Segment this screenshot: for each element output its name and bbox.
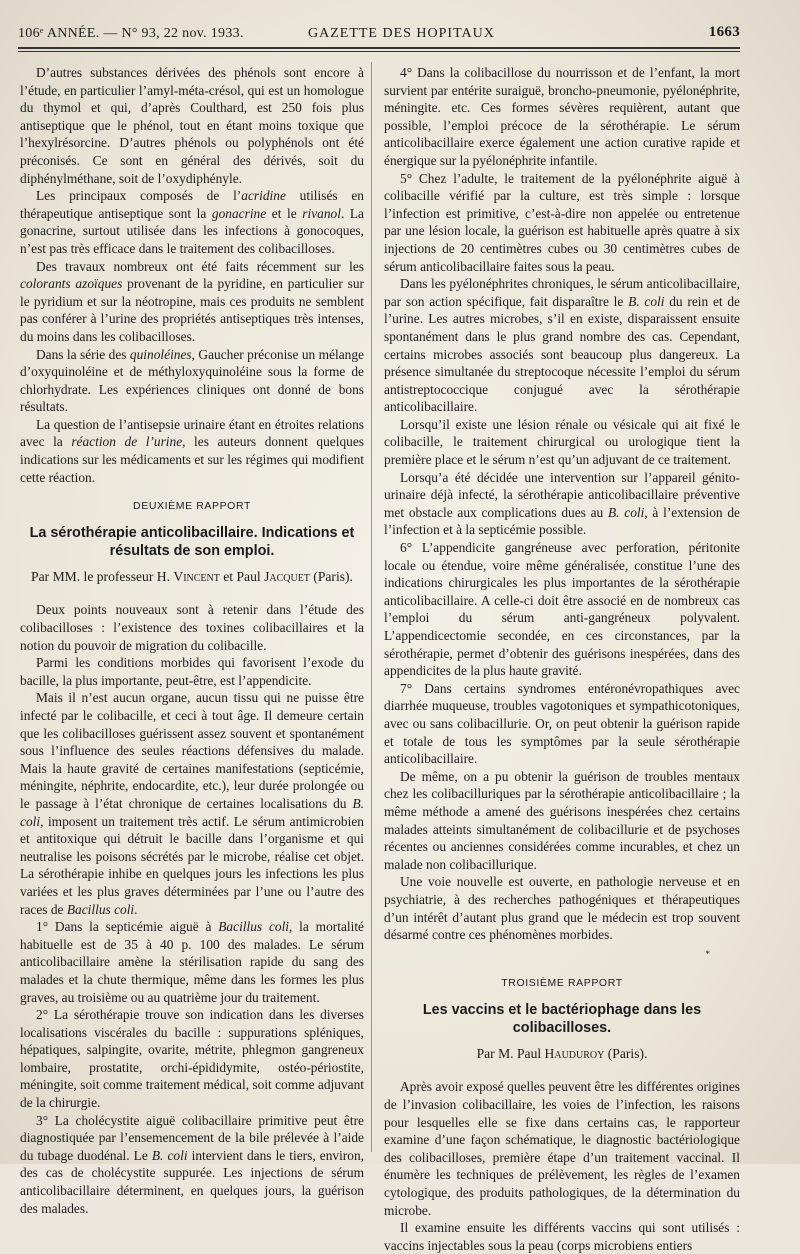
paragraph: Après avoir exposé quelles peuvent être les différentes origines de l’invasion colibacillaire, les voies de l’infection, les raisons pour lesquelles elle se fixe dans certains cas, le rapporteur examine d’une façon schématique, le diagnostic bactériologique des colibacilloses, première étape d’un traitement vaccinal. Il énumère les techniques de prélèvement, les règles de l’examen cytologique, des produits pathologiques, de la détermination du microbe. bbox=[384, 1079, 740, 1218]
header-rule-thin bbox=[18, 51, 740, 52]
report-authors: Par MM. le professeur H. Vincent et Paul Jacquet (Paris). bbox=[31, 568, 353, 584]
left-column bbox=[20, 64, 364, 1217]
paragraph: La question de l’antisepsie urinaire étant en étroites relations avec la réaction de l’urine, les auteurs donnent quelques indications sur les médicaments et sur les régimes qui modifient cette réaction. bbox=[20, 416, 364, 485]
paragraph: 4° Dans la colibacillose du nourrisson et de l’enfant, la mort survient par entérite suraiguë, broncho-pneumonie, pyélonéphrite, méningite. etc. Ces formes sévères requièrent, autant que possible, l’emploi précoce de la sérothérapie. Le sérum anticolibacillaire exerce également une action curative rapide et énergique sur la pyélonéphrite infantile. bbox=[384, 65, 740, 168]
page-number: 1663 bbox=[708, 24, 740, 40]
paragraph: Parmi les conditions morbides qui favorisent l’exode du bacille, la plus importante, peut-être, est l’appendicite. bbox=[20, 655, 364, 688]
paragraph: 1° Dans la septicémie aiguë à Bacillus coli, la mortalité habituelle est de 35 à 40 p. 100 des malades. Le sérum anticolibacillaire amène la stérilisation rapide du sang des malades et la chute thermique, même dans les formes les plus graves, au troisième ou au quatrième jour du traitement. bbox=[20, 919, 364, 1005]
report-label: DEUXIÈME RAPPORT bbox=[133, 500, 251, 513]
paragraph: Lorsqu’il existe une lésion rénale ou vésicale qui ait fixé le colibacille, le traitement chirurgical ou urologique tient la première place et le sérum n’est qu’un adjuvant de ce traitement. bbox=[384, 416, 740, 468]
paragraph: De même, on a pu obtenir la guérison de troubles mentaux chez les colibacilluriques par la sérothérapie anticolibacillaire ; la même méthode a amené des guérisons inespérées chez certains malades atteints simultanément de colibacillurie et de psychoses récentes ou anciennes considérées comme incurables, et chez un malade non colibacillurique. bbox=[384, 768, 740, 872]
paragraph: 7° Dans certains syndromes entéronévropathiques avec diarrhée muqueuse, troubles vagotoniques et sympathicotoniques, avec ou sans colibacillurie. Or, on peut obtenir la guérison rapide et totale de tous les symptômes par la seule sérothérapie anticolibacillaire. bbox=[384, 680, 740, 767]
header-rule-thick bbox=[18, 47, 740, 49]
column-divider bbox=[371, 62, 372, 1152]
right-column bbox=[384, 64, 740, 1254]
journal-title: GAZETTE DES HOPITAUX bbox=[308, 26, 495, 41]
paragraph: Lorsqu’a été décidée une intervention sur l’appareil génito-urinaire déjà infecté, la sérothérapie anticolibacillaire préventive met obstacle aux complications dues au B. coli, à l’extension de l’infection et à la septicémie possible. bbox=[384, 469, 740, 538]
paragraph: Une voie nouvelle est ouverte, en pathologie nerveuse et en psychiatrie, à des recherches pathogéniques et thérapeutiques d’un intérêt d’autant plus grand que le médecin est trop souvent désarmé contre ces phénomènes morbides. bbox=[384, 874, 740, 943]
paragraph: Des travaux nombreux ont été faits récemment sur les colorants azoïques provenant de la pyridine, en particulier sur le pyridium et sur la néotropine, mais ces produits ne semblent pas conférer à l’urine des propriétés antiseptiques très intenses, du moins dans les colibacilloses. bbox=[20, 258, 364, 344]
paragraph: 3° La cholécystite aiguë colibacillaire primitive peut être diagnostiquée par l’ensemencement de la bile prélevée à l’aide du tubage duodénal. Le B. coli intervient dans le tiers, environ, des cas de cholécystite suppurée. Les injections de sérum anticolibacillaire déterminent, en quelques jours, la guérison des malades. bbox=[20, 1112, 365, 1216]
section-separator: * bbox=[705, 948, 710, 959]
issue-info: 106ᵉ ANNÉE. — N° 93, 22 nov. 1933. bbox=[18, 26, 244, 41]
paragraph: 2° La sérothérapie trouve son indication dans les diverses localisations viscérales du bacille : suppurations spléniques, hépatiques, salpingite, ovarite, métrite, phlegmon gangreneux lombaire, prostatite, orchi-épididymite, ostéo-périostite, méningite, soit comme traitement médical, soit comme adjuvant de la chirurgie. bbox=[20, 1007, 364, 1111]
paragraph: Deux points nouveaux sont à retenir dans l’étude des colibacilloses : l’existence des toxines colibacillaires et la notion du pouvoir de migration du colibacille. bbox=[20, 602, 364, 653]
paragraph: Mais il n’est aucun organe, aucun tissu qui ne puisse être infecté par le colibacille, et ceci à tout âge. Il demeure certain que les colibacilloses guérissent assez souvent et spontanément sous l’influence des seules réactions défensives du malade. Mais la haute gravité de certaines manifestations (septicémie, méningite, néphrite, endocardite, etc.), leur durée prolongée ou le passage à l’état chronique de certaines localisations du B. coli, imposent un traitement très actif. Le sérum antimicrobien et antitoxique qui détruit le bacille dans l’organisme et qui neutralise les poisons sécrétés par le microbe, réalise cet objet. La sérothérapie inhibe en quelques jours les infections les plus variées et les plus graves déterminées par l’une ou l’autre des races de Bacillus coli. bbox=[20, 690, 364, 917]
report-authors: Par M. Paul Hauduroy (Paris). bbox=[476, 1045, 648, 1061]
paragraph: 5° Chez l’adulte, le traitement de la pyélonéphrite aiguë à colibacille vérifié par la culture, est très simple : lorsque l’infection est primitive, c’est-à-dire non appelée ou entretenue par une lésion locale, la guérison est habituelle après quatre à six injections de 20 centimètres cubes ou 30 centimètres cubes de sérum anticolibacillaire faites sous la peau. bbox=[384, 170, 740, 274]
report-title: Les vaccins et le bactériophage dans les colibacilloses. bbox=[422, 1001, 702, 1036]
running-header bbox=[18, 24, 740, 46]
paragraph: Les principaux composés de l’acridine utilisés en thérapeutique antiseptique sont la gonacrine et le rivanol. La gonacrine, surtout utilisée dans les infections à gonocoques, n’est pas très efficace dans le traitement des colibacilloses. bbox=[20, 188, 365, 256]
report-label: TROISIÈME RAPPORT bbox=[501, 977, 623, 990]
paragraph: D’autres substances dérivées des phénols sont encore à l’étude, en particulier l’amyl-méta-crésol, qui est un homologue du thymol et qui, d’après Coulthard, est 250 fois plus antiseptique que le phénol, tout en étant moins toxique que l’hexylrésorcine. D’autres phénols ou polyphénols ont été préconisés. Ce sont en général des dérivés, soit du diphénylméthane, soit de l’oxydiphényle. bbox=[20, 65, 364, 186]
report-title: La sérothérapie anticolibacillaire. Indications et résultats de son emploi. bbox=[29, 524, 355, 559]
paragraph: Dans la série des quinoléines, Gaucher préconise un mélange d’oxyquinoléine et de méthyloxyquinoléine sous la forme de chlorhydrate. Les expériences cliniques ont donné de bons résultats. bbox=[20, 346, 364, 415]
paragraph: Dans les pyélonéphrites chroniques, le sérum anticolibacillaire, par son action spécifique, fait disparaître le B. coli du rein et de l’urine. Les autres microbes, s’il en existe, disparaissent ensuite spontanément dans le plus grand nombre des cas. Cependant, certains microbes associés sont beaucoup plus dangereux. La présence simultanée du streptocoque nécessite l’emploi du sérum antistreptococcique conjugué avec la sérothérapie anticolibacillaire. bbox=[384, 276, 740, 415]
paragraph: 6° L’appendicite gangréneuse avec perforation, péritonite locale ou étendue, voire même généralisée, constitue l’une des indications chirurgicales les plus importantes de la sérothérapie anticolibacillaire. A celle-ci doit être associé en de nombreux cas l’emploi du sérum anti-gangréneux polyvalent. L’appendicectomie secondée, en ces circonstances, par la sérothérapie, permet d’obtenir des guérisons inespérées, dans des appendicites de la plus haute gravité. bbox=[384, 540, 740, 679]
paragraph: Il examine ensuite les différents vaccins qui sont utilisés : vaccins injectables sous la peau (corps microbiens entiers bbox=[384, 1220, 740, 1253]
